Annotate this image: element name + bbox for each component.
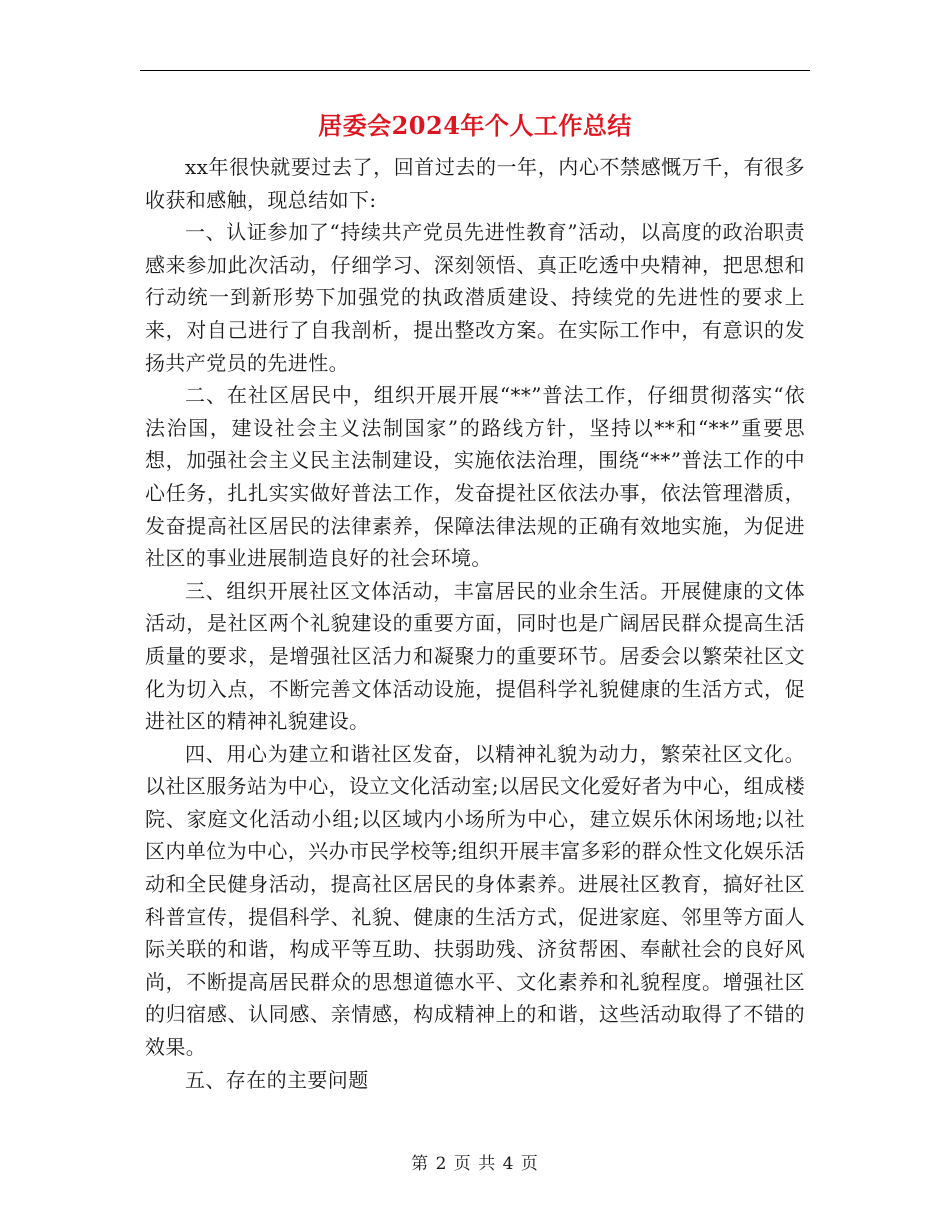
paragraph-section-4: 四、用心为建立和谐社区发奋，以精神礼貌为动力，繁荣社区文化。以社区服务站为中心，设立文化活动室;以居民文化爱好者为中心，组成楼院、家庭文化活动小组;以区域内小场所为中心，建立娱乐休闲场地;以社区内单位为中心，兴办市民学校等;组织开展丰富多彩的群众性文化娱乐活动和全民健身活动，提高社区居民的身体素养。进展社区教育，搞好社区科普宣传，提倡科学、礼貌、健康的生活方式，促进家庭、邻里等方面人际关联的和谐，构成平等互助、扶弱助残、济贫帮困、奉献社会的良好风尚，不断提高居民群众的思想道德水平、文化素养和礼貌程度。增强社区的归宿感、认同感、亲情感，构成精神上的和谐，这些活动取得了不错的效果。 xyxy=(145,741,805,1060)
paragraph-section-1: 一、认证参加了“持续共产党员先进性教育”活动，以高度的政治职责感来参加此次活动，仔细学习、深刻领悟、真正吃透中央精神，把思想和行动统一到新形势下加强党的执政潜质建设、持续党的先进性的要求上来，对自己进行了自我剖析，提出整改方案。在实际工作中，有意识的发扬共产党员的先进性。 xyxy=(145,220,805,375)
paragraph-section-5-heading: 五、存在的主要问题 xyxy=(185,1067,369,1092)
document-body xyxy=(145,151,805,1096)
paragraph-intro: xx年很快就要过去了，回首过去的一年，内心不禁感慨万千，有很多收获和感触，现总结如下: xyxy=(145,155,805,212)
header-rule xyxy=(140,70,810,71)
document-title: 居委会2024年个人工作总结 xyxy=(318,111,632,140)
paragraph-section-2: 二、在社区居民中，组织开展开展“**”普法工作，仔细贯彻落实“依法治国，建设社会主义法制国家”的路线方针，坚持以**和“**”重要思想，加强社会主义民主法制建设，实施依法治理，围绕“**”普法工作的中心任务，扎扎实实做好普法工作，发奋提社区依法办事，依法管理潜质，发奋提高社区居民的法律素养，保障法律法规的正确有效地实施，为促进社区的事业进展制造良好的社会环境。 xyxy=(145,383,805,571)
page-number-footer: 第 2 页 共 4 页 xyxy=(411,1154,539,1174)
paragraph-section-3: 三、组织开展社区文体活动，丰富居民的业余生活。开展健康的文体活动，是社区两个礼貌建设的重要方面，同时也是广阔居民群众提高生活质量的要求，是增强社区活力和凝聚力的重要环节。居委会以繁荣社区文化为切入点，不断完善文体活动设施，提倡科学礼貌健康的生活方式，促进社区的精神礼貌建设。 xyxy=(145,578,805,734)
